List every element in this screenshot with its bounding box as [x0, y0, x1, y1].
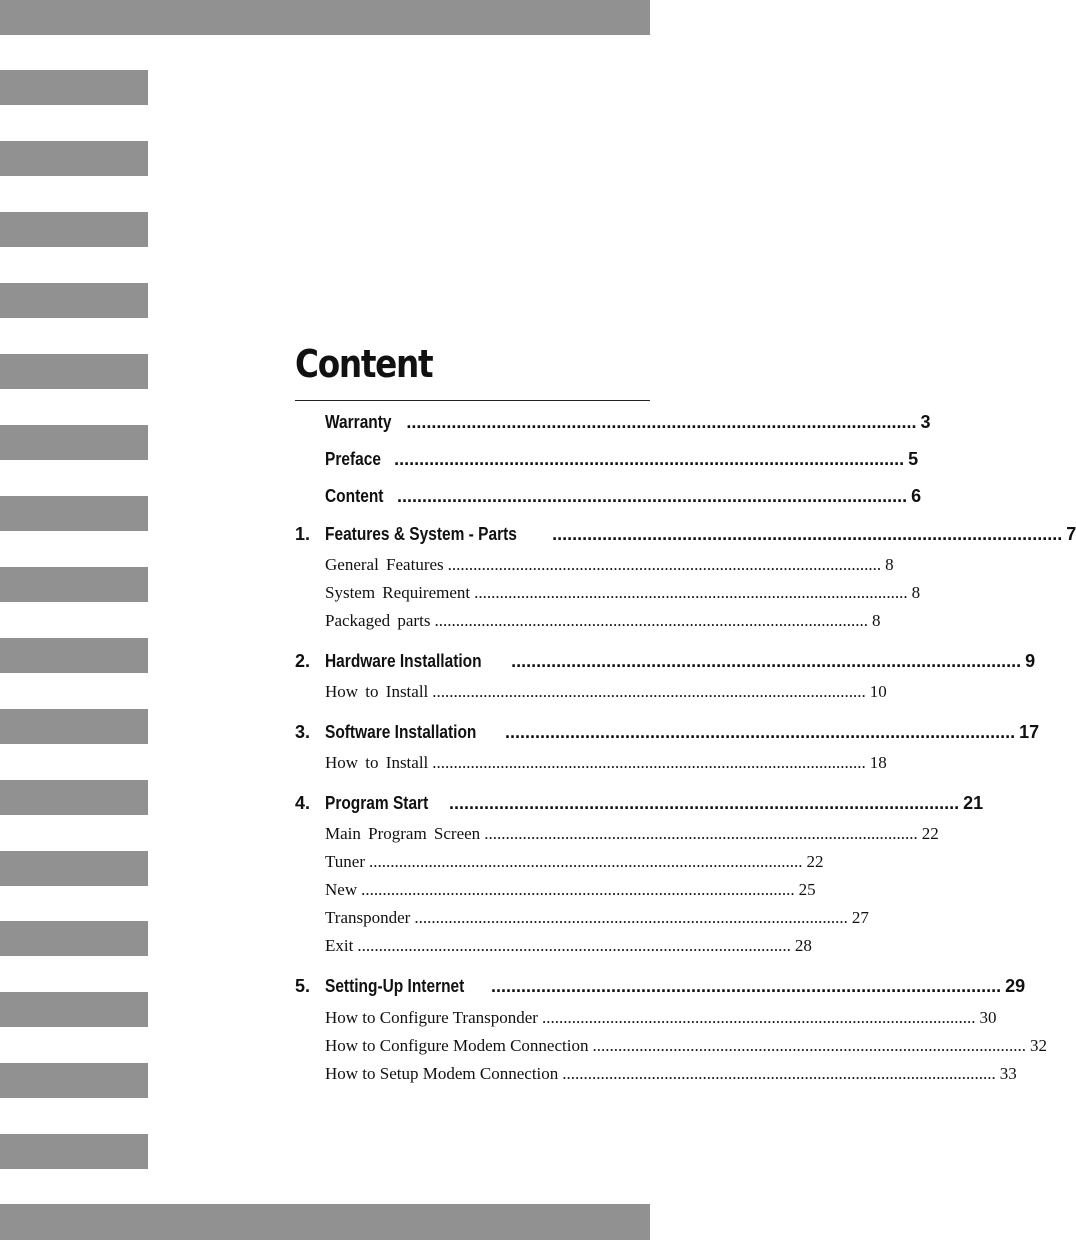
leader-dots: ......................................................................................................	[394, 449, 905, 469]
toc-subentry[interactable]	[325, 611, 881, 631]
toc-page-number: 9	[1025, 651, 1036, 671]
toc-page-number: 30	[979, 1008, 997, 1027]
leader-dots: ......................................................................................................	[592, 1036, 1026, 1055]
toc-subentry[interactable]	[325, 753, 887, 773]
leader-dots: ......................................................................................................	[361, 880, 795, 899]
toc-subentry-label: Transponder	[325, 908, 411, 927]
toc-entry-label: Warranty	[325, 412, 392, 432]
side-tab	[0, 851, 148, 886]
toc-entry-label: Content	[325, 486, 384, 506]
side-tab	[0, 212, 148, 247]
side-tab	[0, 567, 148, 602]
side-tab	[0, 141, 148, 176]
toc-section-label: Hardware Installation	[325, 651, 482, 671]
section-number: 5.	[295, 976, 311, 996]
toc-page-number: 29	[1005, 976, 1026, 996]
side-tab	[0, 283, 148, 318]
side-tab	[0, 70, 148, 105]
toc-section[interactable]	[325, 976, 1026, 997]
toc-entry[interactable]	[325, 486, 922, 507]
toc-subentry-label: How to Install	[325, 753, 429, 772]
toc-subentry-label: General Features	[325, 555, 444, 574]
toc-section[interactable]	[325, 651, 1036, 672]
toc-subentry-label: Packaged parts	[325, 611, 431, 630]
side-tab	[0, 638, 148, 673]
toc-page-number: 25	[798, 880, 816, 899]
toc-section[interactable]	[325, 722, 1040, 743]
leader-dots: ......................................................................................................	[396, 486, 908, 506]
leader-dots: ......................................................................................................	[552, 524, 1063, 544]
leader-dots: ......................................................................................................	[414, 908, 848, 927]
side-tab	[0, 354, 148, 389]
toc-page-number: 17	[1019, 722, 1040, 742]
toc-subentry[interactable]	[325, 1008, 997, 1028]
toc-page-number: 33	[999, 1064, 1017, 1083]
toc-subentry-label: How to Install	[325, 682, 429, 701]
toc-subentry-label: New	[325, 880, 358, 899]
toc-subentry[interactable]	[325, 555, 894, 575]
toc-subentry[interactable]	[325, 880, 816, 900]
leader-dots: ......................................................................................................	[434, 611, 868, 630]
toc-section-label: Features & System - Parts	[325, 524, 517, 544]
toc-subentry[interactable]	[325, 908, 869, 928]
leader-dots: ......................................................................................................	[491, 976, 1002, 996]
toc-page-number: 6	[911, 486, 922, 506]
toc-subentry[interactable]	[325, 583, 921, 603]
side-tab	[0, 709, 148, 744]
leader-dots: ......................................................................................................	[505, 722, 1016, 742]
toc-page-number: 8	[911, 583, 921, 602]
leader-dots: ......................................................................................................	[447, 555, 882, 574]
leader-dots: ......................................................................................................	[511, 651, 1022, 671]
toc-page-number: 5	[908, 449, 919, 469]
side-tab	[0, 992, 148, 1027]
toc-section-label: Setting-Up Internet	[325, 976, 465, 996]
toc-section[interactable]	[325, 524, 1076, 545]
leader-dots: ......................................................................................................	[432, 753, 866, 772]
leader-dots: ......................................................................................................	[474, 583, 908, 602]
toc-page-number: 22	[921, 824, 939, 843]
leader-dots: ......................................................................................................	[562, 1064, 996, 1083]
toc-subentry[interactable]	[325, 852, 824, 872]
toc-page-number: 27	[851, 908, 869, 927]
toc-subentry-label: Tuner	[325, 852, 365, 871]
toc-page-number: 3	[920, 412, 931, 432]
toc-section[interactable]	[325, 793, 984, 814]
toc-entry-label: Preface	[325, 449, 381, 469]
toc-subentry[interactable]	[325, 824, 939, 844]
leader-dots: ......................................................................................................	[406, 412, 917, 432]
page-title: Content	[295, 342, 433, 386]
side-tab	[0, 780, 148, 815]
side-tab	[0, 921, 148, 956]
toc-subentry[interactable]	[325, 936, 812, 956]
toc-entry[interactable]	[325, 412, 931, 433]
section-number: 3.	[295, 722, 311, 742]
toc-section-label: Software Installation	[325, 722, 477, 742]
toc-page-number: 8	[885, 555, 894, 574]
leader-dots: ......................................................................................................	[449, 793, 960, 813]
side-tab	[0, 425, 148, 460]
side-tab	[0, 496, 148, 531]
toc-subentry-label: Main Program Screen	[325, 824, 481, 843]
toc-page-number: 22	[806, 852, 824, 871]
leader-dots: ......................................................................................................	[484, 824, 918, 843]
toc-page-number: 21	[963, 793, 984, 813]
leader-dots: ......................................................................................................	[541, 1008, 976, 1027]
section-number: 4.	[295, 793, 311, 813]
leader-dots: ......................................................................................................	[369, 852, 803, 871]
toc-page-number: 32	[1029, 1036, 1047, 1055]
toc-subentry-label: Exit	[325, 936, 354, 955]
toc-subentry-label: How to Configure Modem Connection	[325, 1036, 589, 1055]
toc-subentry-label: System Requirement	[325, 583, 471, 602]
side-tab	[0, 1134, 148, 1169]
toc-subentry[interactable]	[325, 682, 887, 702]
toc-subentry[interactable]	[325, 1036, 1047, 1056]
section-number: 1.	[295, 524, 311, 544]
title-divider	[295, 400, 650, 401]
toc-page-number: 18	[869, 753, 887, 772]
footer-bar	[0, 1204, 650, 1240]
leader-dots: ......................................................................................................	[357, 936, 791, 955]
toc-subentry[interactable]	[325, 1064, 1017, 1084]
toc-page-number: 7	[1066, 524, 1076, 544]
toc-page-number: 28	[794, 936, 812, 955]
header-bar	[0, 0, 650, 35]
toc-page-number: 8	[871, 611, 881, 630]
side-tab	[0, 1063, 148, 1098]
toc-section-label: Program Start	[325, 793, 429, 813]
toc-subentry-label: How to Setup Modem Connection	[325, 1064, 559, 1083]
toc-entry[interactable]	[325, 449, 919, 470]
section-number: 2.	[295, 651, 311, 671]
leader-dots: ......................................................................................................	[432, 682, 866, 701]
toc-page-number: 10	[869, 682, 887, 701]
toc-subentry-label: How to Configure Transponder	[325, 1008, 538, 1027]
